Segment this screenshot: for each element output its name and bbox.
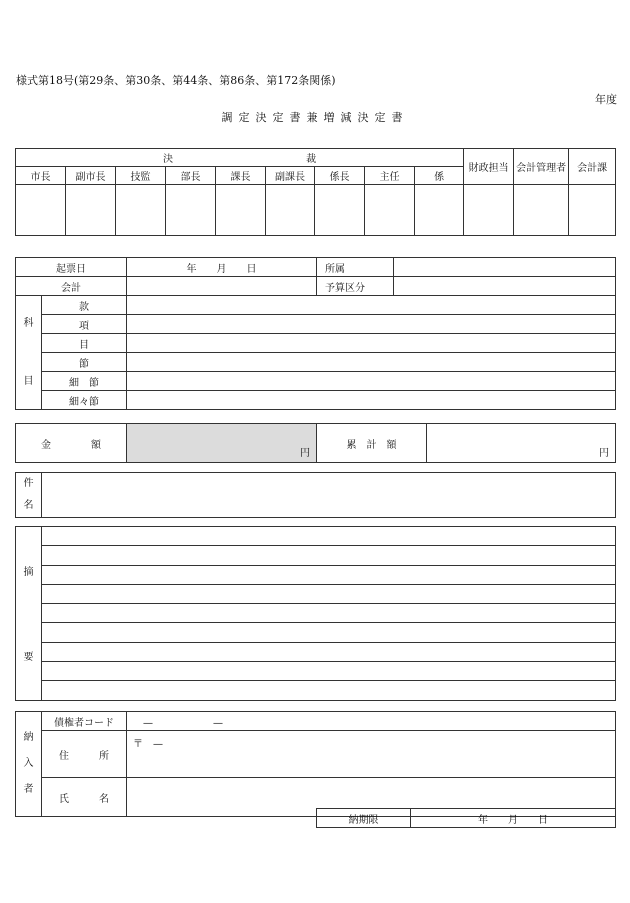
subject-level-field[interactable]: [127, 391, 616, 410]
subject-level-field[interactable]: [127, 372, 616, 391]
budget-category-label: 予算区分: [317, 277, 394, 296]
stamp-cell[interactable]: [216, 185, 266, 236]
summary-line[interactable]: [42, 623, 616, 642]
summary-line[interactable]: [42, 604, 616, 623]
role-label: 主任: [365, 167, 415, 185]
accounting-manager-label: 会計管理者: [514, 149, 569, 185]
draft-date-label: 起票日: [16, 258, 127, 277]
accounting-label: 会計: [16, 277, 127, 296]
accounting-field[interactable]: [127, 277, 317, 296]
role-label: 副課長: [266, 167, 315, 185]
summary-line[interactable]: [42, 681, 616, 700]
subject-level-label: 項: [42, 315, 127, 334]
stamp-cell[interactable]: [464, 185, 514, 236]
cumulative-amount-label: 累 計 額: [317, 424, 427, 463]
kessai-right-char: 裁: [306, 154, 317, 165]
subject-level-field[interactable]: [127, 315, 616, 334]
amount-table: [15, 423, 616, 463]
stamp-cell[interactable]: [266, 185, 315, 236]
document-title: 調定決定書兼増減決定書: [221, 111, 409, 124]
stamp-cell[interactable]: [166, 185, 216, 236]
subject-level-label: 目: [42, 334, 127, 353]
subject-top-char: 科: [23, 317, 34, 329]
summary-bottom-char: 要: [23, 652, 34, 664]
summary-table: [15, 526, 616, 701]
role-label: 係: [415, 167, 464, 185]
cumulative-amount-field[interactable]: [427, 424, 616, 463]
summary-line[interactable]: [42, 662, 616, 681]
subject-level-label: 款: [42, 296, 127, 315]
accounting-section-label: 会計課: [569, 149, 616, 185]
stamp-cell[interactable]: [16, 185, 66, 236]
subject-bottom-char: 目: [23, 375, 34, 387]
subject-level-label: 節: [42, 353, 127, 372]
subject-table: [15, 472, 616, 518]
info-table: [15, 257, 616, 410]
creditor-code-label: 債権者コード: [42, 712, 127, 731]
deadline-table: [316, 808, 616, 828]
role-label: 市長: [16, 167, 66, 185]
yen-unit: 円: [599, 448, 609, 459]
summary-line[interactable]: [42, 565, 616, 584]
role-label: 技監: [116, 167, 166, 185]
subject-name-top-char: 件: [23, 478, 34, 489]
subject-name-field[interactable]: [42, 473, 616, 518]
summary-line[interactable]: [42, 584, 616, 603]
subject-name-bottom-char: 名: [23, 500, 34, 511]
address-field[interactable]: 〒 —: [127, 731, 616, 778]
fiscal-year-label: 年度: [595, 93, 617, 106]
approval-table: [15, 148, 616, 236]
deadline-field[interactable]: 年 月 日: [411, 809, 616, 828]
payer-char: 者: [23, 784, 34, 795]
creditor-code-field[interactable]: — —: [127, 712, 616, 731]
subject-level-label: 細々節: [42, 391, 127, 410]
department-label: 所属: [317, 258, 394, 277]
subject-category-label: [16, 296, 42, 410]
subject-level-label: 細 節: [42, 372, 127, 391]
payer-label: [16, 712, 42, 817]
form-number: 様式第18号(第29条、第30条、第44条、第86条、第172条関係): [16, 74, 336, 87]
stamp-cell[interactable]: [569, 185, 616, 236]
summary-label: [16, 527, 42, 701]
amount-field[interactable]: [127, 424, 317, 463]
role-label: 係長: [315, 167, 365, 185]
amount-label: 金 額: [16, 424, 127, 463]
department-field[interactable]: [394, 258, 616, 277]
name-label: 氏 名: [42, 778, 127, 817]
payer-char: 納: [23, 732, 34, 743]
stamp-cell[interactable]: [315, 185, 365, 236]
address-label: 住 所: [42, 731, 127, 778]
budget-category-field[interactable]: [394, 277, 616, 296]
role-label: 部長: [166, 167, 216, 185]
stamp-cell[interactable]: [415, 185, 464, 236]
subject-level-field[interactable]: [127, 353, 616, 372]
role-label: 副市長: [66, 167, 116, 185]
finance-label: 財政担当: [464, 149, 514, 185]
summary-top-char: 摘: [23, 567, 34, 579]
payer-char: 入: [23, 758, 34, 769]
stamp-cell[interactable]: [365, 185, 415, 236]
stamp-cell[interactable]: [116, 185, 166, 236]
subject-level-field[interactable]: [127, 334, 616, 353]
role-label: 課長: [216, 167, 266, 185]
summary-line[interactable]: [42, 546, 616, 565]
kessai-header: [16, 149, 464, 167]
stamp-cell[interactable]: [514, 185, 569, 236]
subject-level-field[interactable]: [127, 296, 616, 315]
draft-date-field[interactable]: 年 月 日: [127, 258, 317, 277]
payer-table: [15, 711, 616, 817]
stamp-cell[interactable]: [66, 185, 116, 236]
summary-line[interactable]: [42, 642, 616, 661]
kessai-left-char: 決: [162, 154, 173, 165]
deadline-label: 納期限: [317, 809, 411, 828]
summary-line[interactable]: [42, 527, 616, 546]
subject-name-label: [16, 473, 42, 518]
yen-unit: 円: [300, 448, 310, 459]
